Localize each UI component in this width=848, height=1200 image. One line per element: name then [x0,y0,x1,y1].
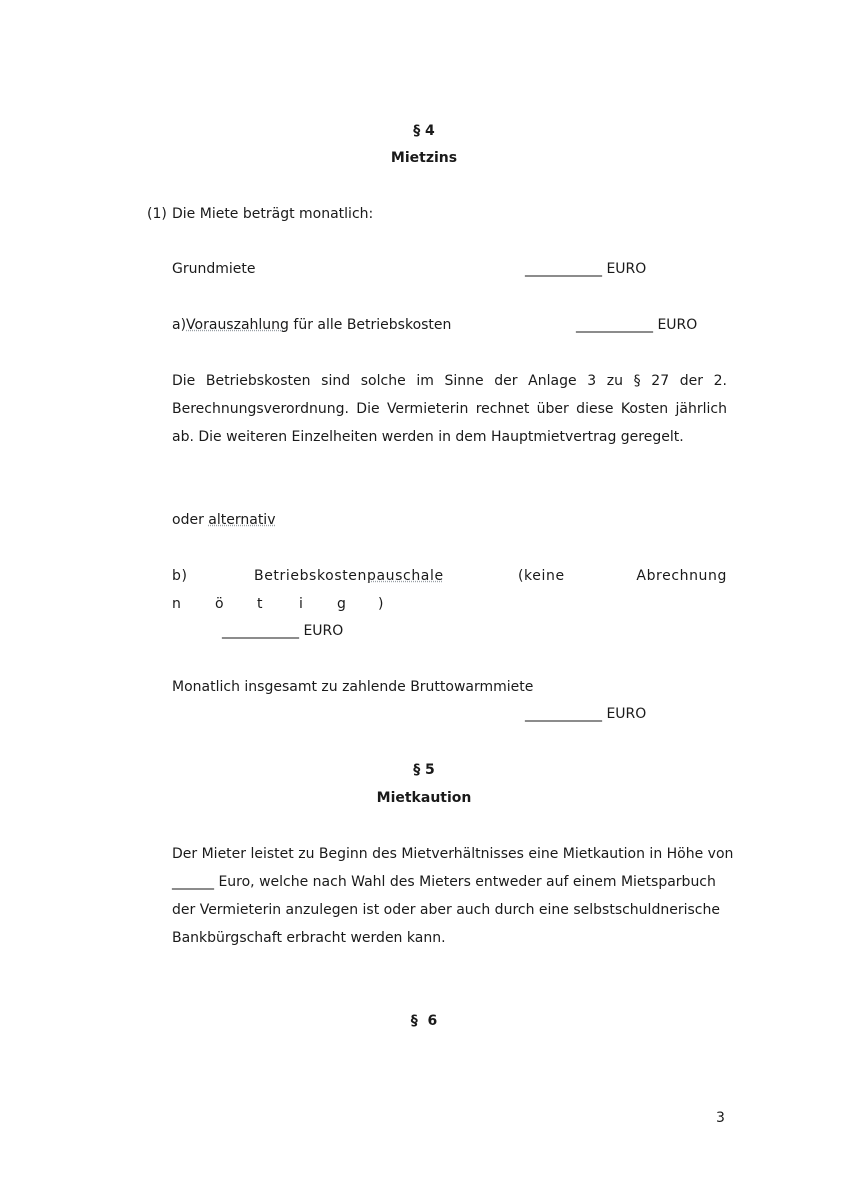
option-a-line [172,316,451,334]
grundmiete-amount-field: ___________ EURO [525,261,647,277]
noetig-char: g [337,596,346,612]
option-b-abrechnung: Abrechnung [636,568,727,584]
section-5-title: Mietkaution [376,790,472,806]
mietkaution-paragraph: Der Mieter leistet zu Beginn des Mietverhältnisses eine Mietkaution in Höhe von ______ Euro, welche nach Wahl des Mieters entweder auf einem Mietsparbuch der Vermieterin anzulegen ist oder aber auch durch eine selbstschuldnerische Bankbürgschaft erbracht werden kann. [172,846,734,946]
noetig-char: ö [215,596,224,612]
noetig-char: ) [378,596,384,612]
pauschale-term: pauschale [367,568,444,584]
clause-1-number: (1) [147,206,167,222]
option-a-amount-field: ___________ EURO [576,317,698,333]
option-b-prefix: b) [172,568,188,584]
section-5-number: § 5 [413,762,435,778]
brutto-amount-field: ___________ EURO [525,706,647,722]
noetig-char: i [299,596,303,612]
option-b-term [254,567,444,585]
grundmiete-label: Grundmiete [172,261,256,277]
betriebskosten-paragraph: Die Betriebskosten sind solche im Sinne der Anlage 3 zu § 27 der 2. Berechnungsverordnung. Die Vermieterin rechnet über diese Kosten jährlich ab. Die weiteren Einzelheiten werden in dem Hauptmietvertrag geregelt. [172,373,727,445]
section-4-number: § 4 [413,123,435,139]
clause-1-intro: Die Miete beträgt monatlich: [172,206,374,222]
option-b-word: Betriebskosten [254,568,367,584]
oder-alternativ-line [172,511,275,529]
vorauszahlung-term: Vorauszahlung [186,317,289,333]
oder-text: oder [172,512,209,528]
option-b-amount-field: ___________ EURO [222,623,344,639]
option-b-keine: (keine [518,568,565,584]
noetig-char: n [172,596,181,612]
noetig-char: t [257,596,263,612]
alternativ-term: alternativ [208,512,276,528]
brutto-label: Monatlich insgesamt zu zahlende Bruttowarmmiete [172,679,534,695]
option-a-text: für alle Betriebskosten [288,317,452,333]
section-6-number: § 6 [410,1013,438,1029]
page-number: 3 [716,1110,725,1126]
section-4-title: Mietzins [390,150,458,166]
option-a-prefix: a) [172,317,187,333]
